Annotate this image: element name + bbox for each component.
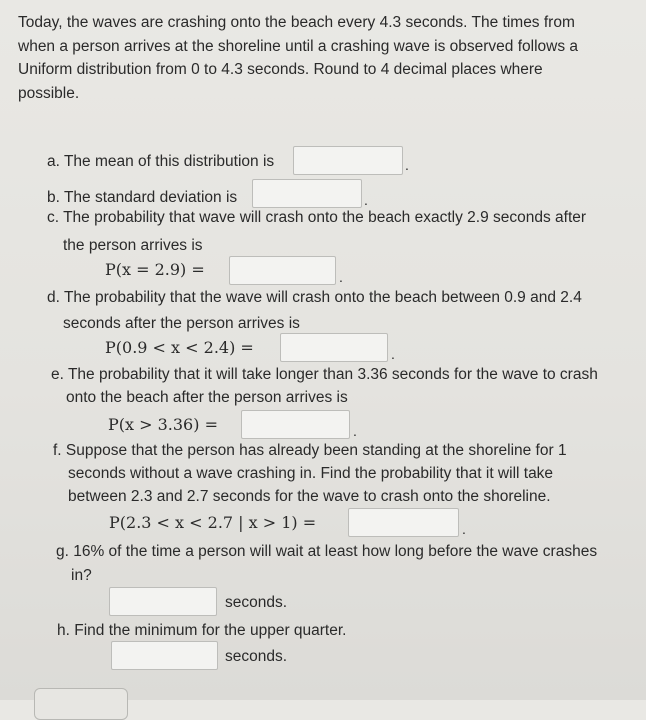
period: . <box>391 346 395 362</box>
greater-than-probability-input[interactable] <box>241 410 350 439</box>
question-g-line-2: in? <box>71 567 92 584</box>
question-g-line-1: g. 16% of the time a person will wait at least how long before the wave crashes <box>56 543 598 560</box>
question-f-line-1: f. Suppose that the person has already been standing at the shoreline for 1 <box>53 442 567 459</box>
period: . <box>353 423 357 439</box>
question-h-text: h. Find the minimum for the upper quarter. <box>57 622 347 639</box>
exact-probability-input[interactable] <box>229 256 336 285</box>
question-e-line-1: e. The probability that it will take longer than 3.36 seconds for the wave to crash <box>51 366 598 383</box>
question-d-math: P(0.9 < x < 2.4) = <box>105 338 254 357</box>
submit-button[interactable] <box>34 688 128 720</box>
question-b-text: b. The standard deviation is <box>47 189 238 206</box>
question-d-line-2: seconds after the person arrives is <box>63 315 300 332</box>
intro-line-2: when a person arrives at the shoreline until a crashing wave is observed follows a <box>18 37 579 55</box>
question-d-line-1: d. The probability that the wave will crash onto the beach between 0.9 and 2.4 <box>47 289 582 306</box>
period: . <box>462 521 466 537</box>
period: . <box>364 192 368 208</box>
question-f-line-2: seconds without a wave crashing in. Find the probability that it will take <box>68 465 554 482</box>
question-f-line-3: between 2.3 and 2.7 seconds for the wave to crash onto the shoreline. <box>68 488 551 505</box>
intro-line-4: possible. <box>18 84 80 102</box>
between-probability-input[interactable] <box>280 333 388 362</box>
mean-answer-input[interactable] <box>293 146 403 175</box>
std-dev-answer-input[interactable] <box>252 179 362 208</box>
question-e-math: P(x > 3.36) = <box>108 415 218 434</box>
intro-line-1: Today, the waves are crashing onto the beach every 4.3 seconds. The times from <box>18 14 575 31</box>
seconds-unit-label: seconds. <box>225 594 288 611</box>
period: . <box>339 269 343 285</box>
problem-statement <box>18 11 628 105</box>
question-a-text: a. The mean of this distribution is <box>47 153 275 170</box>
question-c-line-1: c. The probability that wave will crash onto the beach exactly 2.9 seconds after <box>47 209 587 226</box>
question-f-math: P(2.3 < x < 2.7 | x > 1) = <box>109 513 317 532</box>
upper-quartile-input[interactable] <box>111 641 218 670</box>
question-c-math: P(x = 2.9) = <box>105 260 205 279</box>
question-e-line-2: onto the beach after the person arrives is <box>66 389 348 406</box>
period: . <box>405 157 409 173</box>
intro-line-3: Uniform distribution from 0 to 4.3 seconds. Round to 4 decimal places where <box>18 61 543 78</box>
wait-time-input[interactable] <box>109 587 217 616</box>
conditional-probability-input[interactable] <box>348 508 459 537</box>
question-c-line-2: the person arrives is <box>63 237 203 254</box>
seconds-unit-label: seconds. <box>225 648 288 665</box>
